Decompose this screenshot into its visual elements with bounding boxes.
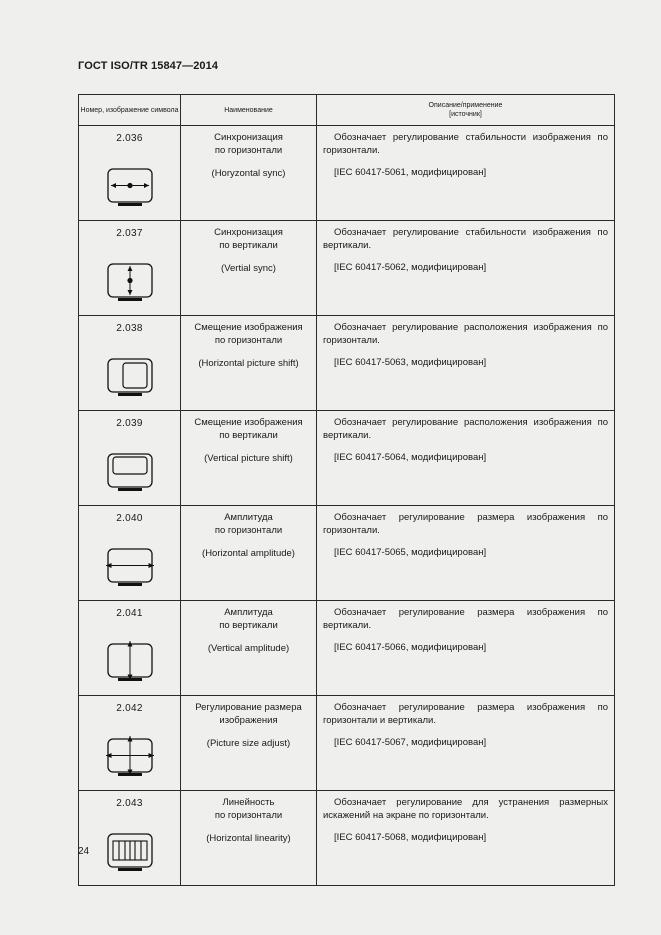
description-text: Обозначает регулирование размера изображения по горизонтали и вертикали.: [323, 702, 608, 726]
source-reference: [IEC 60417-5068, модифицирован]: [334, 832, 487, 843]
name-en: (Vertical amplitude): [207, 643, 290, 654]
name-ru-line2: по вертикали: [219, 619, 278, 631]
description-cell: [317, 601, 615, 696]
symbols-table: [78, 94, 615, 886]
vertical-sync-icon: [105, 261, 155, 307]
name-cell: [181, 601, 317, 696]
horizontal-linearity-icon: [105, 831, 155, 877]
description-text: Обозначает регулирование стабильности изображения по вертикали.: [323, 227, 608, 251]
name-cell: [181, 126, 317, 221]
symbol-number: 2.043: [116, 798, 143, 809]
name-cell: [181, 696, 317, 791]
table-row: [79, 601, 615, 696]
name-cell: [181, 221, 317, 316]
name-ru-line2: по горизонтали: [214, 809, 283, 821]
name-en: (Horizontal picture shift): [198, 358, 299, 369]
symbol-cell: [79, 411, 181, 506]
symbol-cell: [79, 696, 181, 791]
name-en: (Picture size adjust): [206, 738, 291, 749]
symbol-number: 2.040: [116, 513, 143, 524]
description-cell: [317, 221, 615, 316]
description-cell: [317, 791, 615, 886]
header-description: [317, 95, 615, 126]
header-description-line1: Описание/применение: [428, 102, 503, 109]
description-cell: [317, 696, 615, 791]
name-cell: [181, 791, 317, 886]
header-description-line2: [источник]: [449, 111, 482, 118]
name-ru-line1: Линейность: [222, 797, 275, 808]
symbol-number: 2.036: [116, 133, 143, 144]
name-cell: [181, 411, 317, 506]
name-cell: [181, 506, 317, 601]
table-row: [79, 696, 615, 791]
name-en: (Vertical picture shift): [204, 453, 293, 464]
name-ru-line1: Регулирование размера: [195, 702, 302, 713]
horizontal-sync-icon: [105, 166, 155, 212]
symbol-number: 2.038: [116, 323, 143, 334]
description-cell: [317, 411, 615, 506]
symbol-number: 2.042: [116, 703, 143, 714]
description-cell: [317, 506, 615, 601]
symbol-cell: [79, 126, 181, 221]
symbol-number: 2.041: [116, 608, 143, 619]
name-ru-line1: Синхронизация: [214, 227, 283, 238]
symbol-number: 2.039: [116, 418, 143, 429]
symbol-cell: [79, 506, 181, 601]
name-en: (Horizontal linearity): [206, 833, 291, 844]
table-row: [79, 506, 615, 601]
description-text: Обозначает регулирование расположения изображения по вертикали.: [323, 417, 608, 441]
symbol-cell: [79, 221, 181, 316]
table-row: [79, 791, 615, 886]
name-en: (Horyzontal sync): [211, 168, 286, 179]
source-reference: [IEC 60417-5063, модифицирован]: [334, 357, 487, 368]
description-text: Обозначает регулирование для устранения размерных искажений на экране по горизонтали.: [323, 797, 608, 821]
description-text: Обозначает регулирование размера изображения по вертикали.: [323, 607, 608, 631]
description-cell: [317, 126, 615, 221]
vertical-amplitude-icon: [105, 641, 155, 687]
vertical-picture-shift-icon: [105, 451, 155, 497]
name-ru-line1: Амплитуда: [224, 607, 273, 618]
description-text: Обозначает регулирование размера изображения по горизонтали.: [323, 512, 608, 536]
table-row: [79, 126, 615, 221]
name-ru-line2: по горизонтали: [214, 144, 283, 156]
name-ru-line2: по вертикали: [219, 239, 278, 251]
description-text: Обозначает регулирование расположения изображения по горизонтали.: [323, 322, 608, 346]
symbol-number: 2.037: [116, 228, 143, 239]
source-reference: [IEC 60417-5064, модифицирован]: [334, 452, 487, 463]
source-reference: [IEC 60417-5065, модифицирован]: [334, 547, 487, 558]
source-reference: [IEC 60417-5061, модифицирован]: [334, 167, 487, 178]
name-ru-line1: Синхронизация: [214, 132, 283, 143]
horizontal-amplitude-icon: [105, 546, 155, 592]
table-row: [79, 411, 615, 506]
table-row: [79, 316, 615, 411]
symbol-cell: [79, 601, 181, 696]
name-ru-line2: по горизонтали: [214, 524, 283, 536]
picture-size-adjust-icon: [105, 736, 155, 782]
name-cell: [181, 316, 317, 411]
description-cell: [317, 316, 615, 411]
symbol-cell: [79, 791, 181, 886]
name-ru-line2: изображения: [219, 714, 278, 726]
header-name: Наименование: [181, 95, 317, 126]
page-number: 24: [78, 846, 90, 857]
name-ru-line2: по горизонтали: [214, 334, 283, 346]
name-ru-line2: по вертикали: [219, 429, 278, 441]
name-en: (Vertial sync): [221, 263, 276, 274]
name-en: (Horizontal amplitude): [202, 548, 295, 559]
source-reference: [IEC 60417-5067, модифицирован]: [334, 737, 487, 748]
document-header: ГОСТ ISO/TR 15847—2014: [78, 60, 219, 72]
description-text: Обозначает регулирование стабильности изображения по горизонтали.: [323, 132, 608, 156]
name-ru-line1: Смещение изображения: [194, 322, 303, 333]
horizontal-picture-shift-icon: [105, 356, 155, 402]
header-number-image: Номер, изображение символа: [79, 95, 181, 126]
name-ru-line1: Смещение изображения: [194, 417, 303, 428]
name-ru-line1: Амплитуда: [224, 512, 273, 523]
table-header-row: [79, 95, 615, 126]
source-reference: [IEC 60417-5062, модифицирован]: [334, 262, 487, 273]
symbol-cell: [79, 316, 181, 411]
source-reference: [IEC 60417-5066, модифицирован]: [334, 642, 487, 653]
table-row: [79, 221, 615, 316]
